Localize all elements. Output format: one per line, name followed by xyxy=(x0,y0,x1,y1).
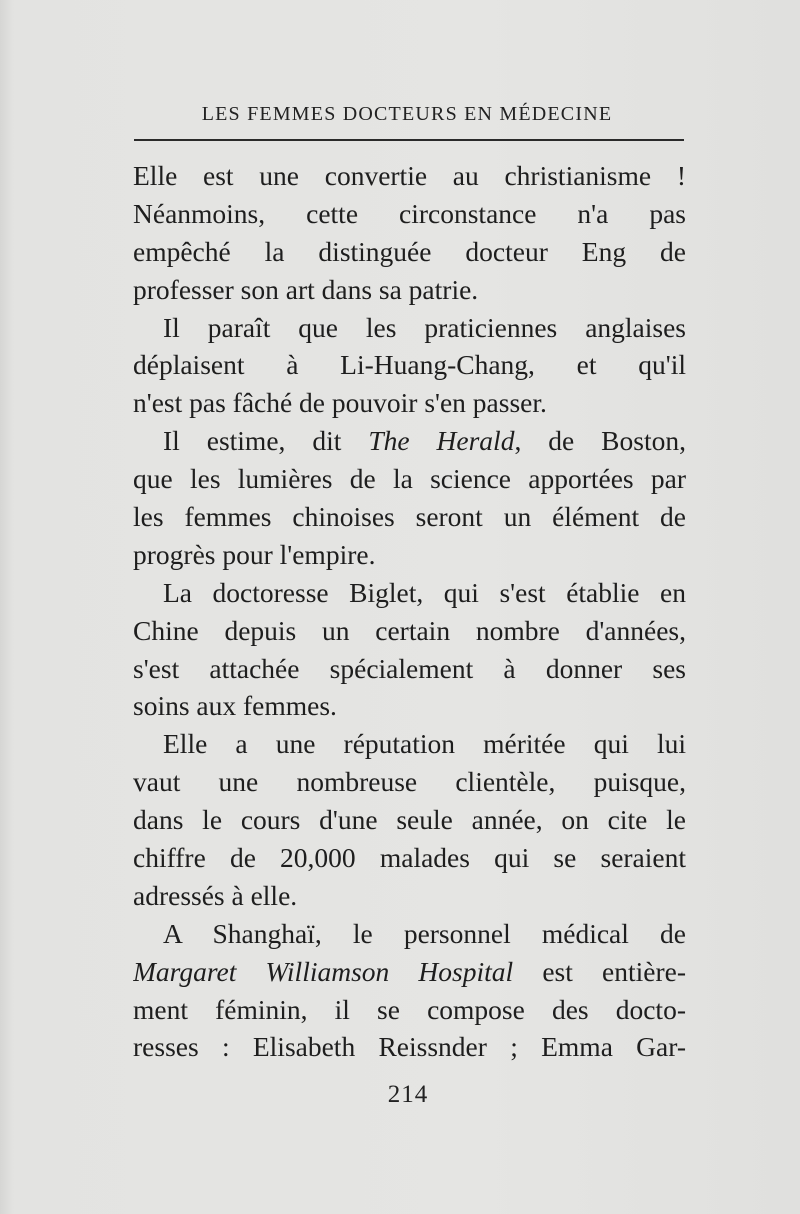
text-line: Néanmoins, cette circonstance n'a pas xyxy=(133,197,686,229)
text-segment: est entière- xyxy=(513,955,686,987)
text-line-with-italic xyxy=(133,953,686,991)
text-line: progrès pour l'empire. xyxy=(133,538,376,570)
text-line: soins aux femmes. xyxy=(133,690,337,722)
text-line: Chine depuis un certain nombre d'années, xyxy=(133,614,686,646)
text-line: Elle est une convertie au christianisme ! xyxy=(133,160,686,191)
text-line: empêché la distinguée docteur Eng de xyxy=(133,235,686,267)
text-line: n'est pas fâché de pouvoir s'en passer. xyxy=(133,387,547,419)
text-line: s'est attachée spécialement à donner ses xyxy=(133,652,686,684)
text-line: que les lumières de la science apportées par xyxy=(133,463,686,495)
text-segment: Il estime, dit xyxy=(163,425,369,457)
page-number: 214 xyxy=(387,1081,429,1108)
text-line: vaut une nombreuse clientèle, puisque, xyxy=(133,766,686,798)
header-rule xyxy=(134,139,684,141)
text-line: professer son art dans sa patrie. xyxy=(133,273,479,305)
text-line: ment féminin, il se compose des docto- xyxy=(133,993,686,1025)
page-body xyxy=(133,157,686,1066)
text-line: A Shanghaï, le personnel médical de xyxy=(163,917,686,949)
text-line: resses : Elisabeth Reissnder ; Emma Gar- xyxy=(133,1031,686,1063)
text-line: adressés à elle. xyxy=(133,879,298,911)
text-line: Elle a une réputation méritée qui lui xyxy=(163,728,686,760)
text-line: Il paraît que les praticiennes anglaises xyxy=(163,311,686,343)
text-line: dans le cours d'une seule année, on cite le xyxy=(133,804,686,836)
text-line: chiffre de 20,000 malades qui se seraient xyxy=(133,842,686,874)
running-title: LES FEMMES DOCTEURS EN MÉDECINE xyxy=(201,103,613,125)
text-line: déplaisent à Li-Huang-Chang, et qu'il xyxy=(133,349,686,381)
text-line-with-italic xyxy=(133,422,686,460)
text-line: les femmes chinoises seront un élément de xyxy=(133,501,686,533)
text-line: La doctoresse Biglet, qui s'est établie en xyxy=(163,576,686,608)
hospital-name: Margaret Williamson Hospital xyxy=(133,955,514,987)
text-segment: , de Boston, xyxy=(514,425,686,457)
newspaper-title: The Herald xyxy=(368,425,515,457)
